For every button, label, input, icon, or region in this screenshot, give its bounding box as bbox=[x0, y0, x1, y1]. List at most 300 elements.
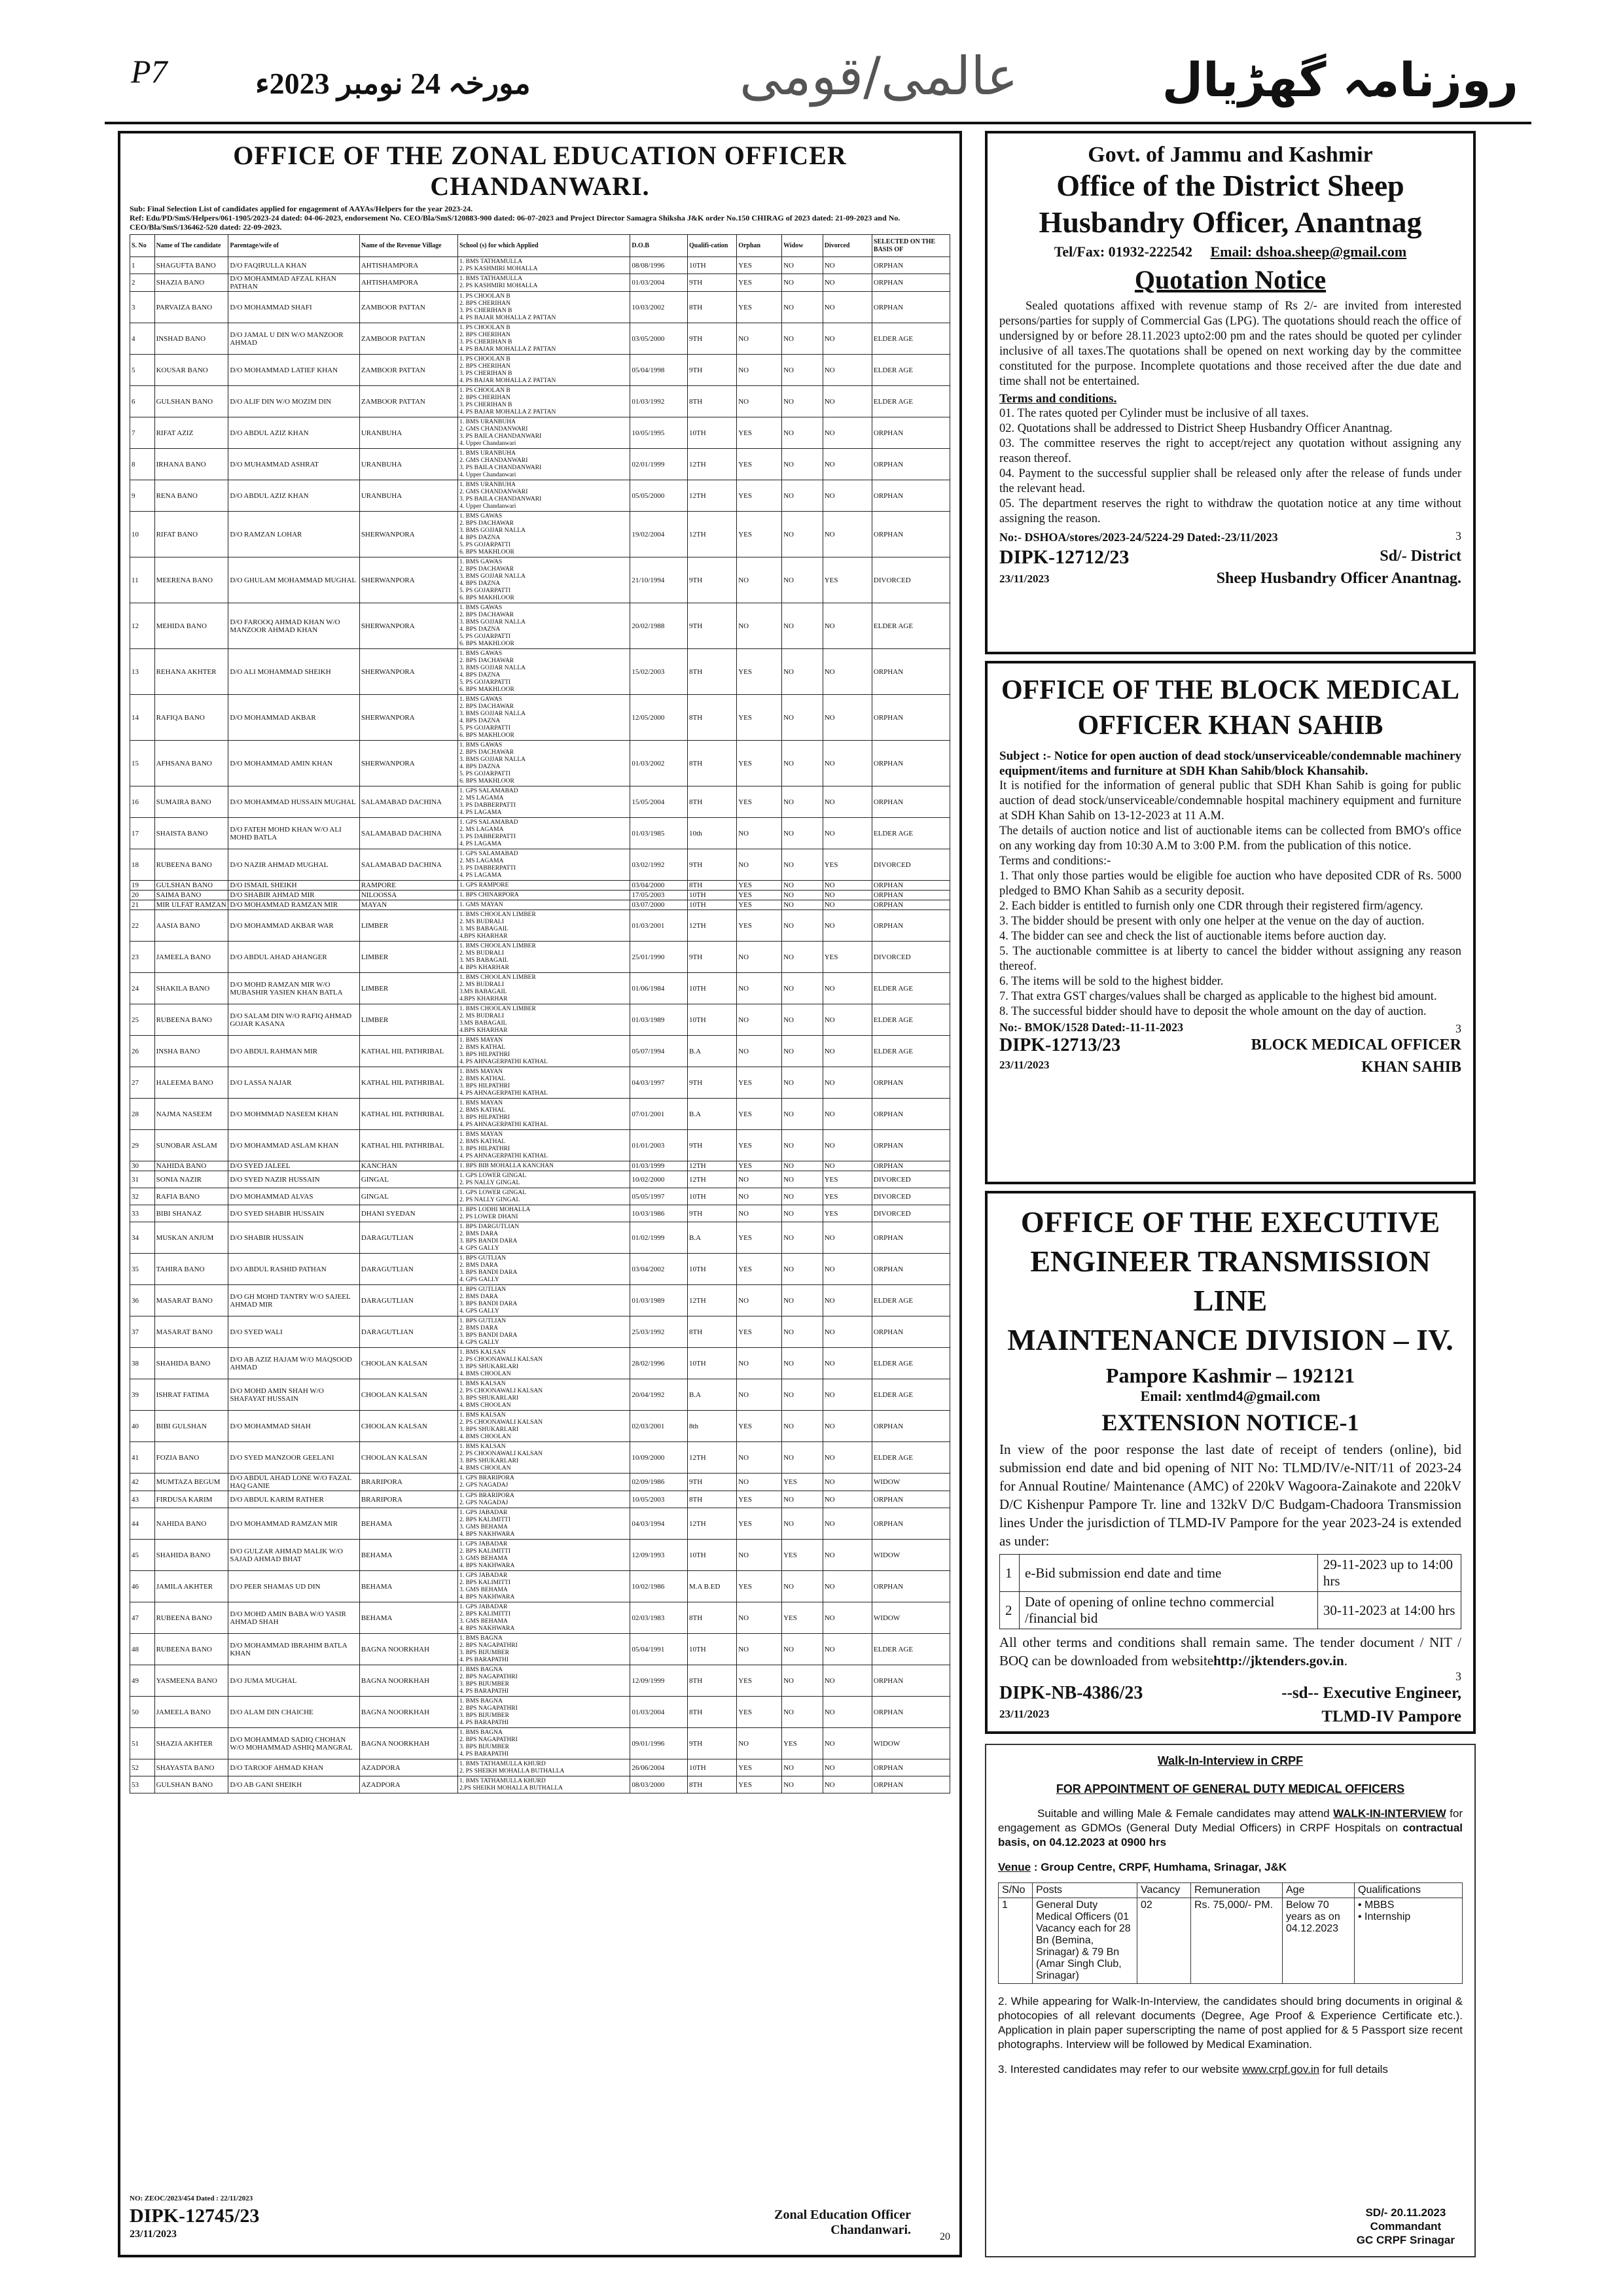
table-cell: NO bbox=[823, 1728, 872, 1759]
page-number: P7 bbox=[131, 53, 168, 90]
table-cell: 1. BMS BAGNA 2. BPS NAGAPATHRI 3. BPS BIJUMBER 4. PS BARAPATHI bbox=[458, 1634, 630, 1665]
crpf-intro-text: Suitable and willing Male & Female candidates may attend bbox=[1037, 1807, 1334, 1820]
column-header: Widow bbox=[782, 235, 823, 257]
table-row bbox=[130, 1067, 950, 1099]
table-cell: NO bbox=[823, 274, 872, 292]
header-section: عالمی/قومی bbox=[740, 46, 1018, 107]
table-cell: CHOOLAN KALSAN bbox=[359, 1379, 457, 1411]
table-cell: 1. PS CHOOLAN B 2. BPS CHERIHAN 3. PS CHERIHAN B 4. PS BAJAR MOHALLA Z PATTAN bbox=[458, 323, 630, 355]
table-cell: 10TH bbox=[688, 1004, 737, 1036]
table-cell: ORPHAN bbox=[872, 1254, 950, 1285]
table-cell: YES bbox=[737, 910, 782, 942]
table-cell: D/O FAQIRULLA KHAN bbox=[228, 257, 359, 274]
table-row bbox=[130, 1665, 950, 1697]
table-cell: NO bbox=[782, 891, 823, 900]
table-cell: YES bbox=[737, 292, 782, 323]
table-cell: GINGAL bbox=[359, 1171, 457, 1188]
table-cell: 26 bbox=[130, 1036, 155, 1067]
table-cell: MUSKAN ANJUM bbox=[154, 1222, 228, 1254]
table-cell: DARAGUTLIAN bbox=[359, 1254, 457, 1285]
table-cell: ORPHAN bbox=[872, 1776, 950, 1793]
table-row bbox=[130, 1540, 950, 1571]
bmo-term: 2. Each bidder is entitled to furnish only one CDR through their registered firm/agency. bbox=[999, 900, 1423, 913]
table-cell: RIFAT BANO bbox=[154, 512, 228, 557]
table-cell: 1. BMS MAYAN 2. BMS KATHAL 3. BPS HILPATHRI 4. PS AHNAGERPATHI KATHAL bbox=[458, 1130, 630, 1161]
table-cell: ELDER AGE bbox=[872, 603, 950, 649]
table-cell: NO bbox=[823, 1004, 872, 1036]
table-cell: D/O SHABIR AHMAD MIR bbox=[228, 891, 359, 900]
zonal-signatory bbox=[774, 2208, 911, 2238]
table-cell: 25/03/1992 bbox=[630, 1316, 688, 1348]
table-cell: NO bbox=[782, 1067, 823, 1099]
crpf-col-header: Vacancy bbox=[1137, 1883, 1191, 1898]
table-cell: ELDER AGE bbox=[872, 1036, 950, 1067]
table-row bbox=[130, 1161, 950, 1171]
table-cell: NO bbox=[823, 1442, 872, 1474]
table-cell: NO bbox=[782, 1379, 823, 1411]
table-cell: URANBUHA bbox=[359, 449, 457, 480]
table-cell: 1. BMS KALSAN 2. PS CHOONAWALI KALSAN 3. BPS SHUKARLARI 4. BMS CHOOLAN bbox=[458, 1348, 630, 1379]
table-cell: 1. BMS URANBUHA 2. GMS CHANDANWARI 3. PS BAILA CHANDANWARI 4. Upper Chandanwari bbox=[458, 417, 630, 449]
bmo-term: 1. That only those parties would be eligible foe auction who have deposited CDR of Rs. 5000 pledged to BMO Khan Sahib as a security deposit. bbox=[999, 870, 1461, 898]
table-cell: 12/09/1999 bbox=[630, 1665, 688, 1697]
table-cell: 9TH bbox=[688, 274, 737, 292]
table-cell: 11 bbox=[130, 557, 155, 603]
table-cell: REHANA AKHTER bbox=[154, 649, 228, 695]
table-cell: NO bbox=[782, 849, 823, 881]
bmo-title-line1: OFFICE OF THE BLOCK MEDICAL bbox=[1001, 675, 1460, 705]
table-cell: B.A bbox=[688, 1222, 737, 1254]
table-cell: 8TH bbox=[688, 649, 737, 695]
table-row bbox=[130, 449, 950, 480]
table-cell: 10TH bbox=[688, 1540, 737, 1571]
table-cell: NO bbox=[737, 1474, 782, 1491]
table-cell: SHAYASTA BANO bbox=[154, 1759, 228, 1776]
table-cell: 25/01/1990 bbox=[630, 942, 688, 973]
table-cell: 7 bbox=[130, 417, 155, 449]
table-cell: D/O GHULAM MOHAMMAD MUGHAL bbox=[228, 557, 359, 603]
table-cell: 1. BMS MAYAN 2. BMS KATHAL 3. BPS HILPATHRI 4. PS AHNAGERPATHI KATHAL bbox=[458, 1099, 630, 1130]
table-cell: 19/02/2004 bbox=[630, 512, 688, 557]
sheep-govt: Govt. of Jammu and Kashmir bbox=[1088, 143, 1373, 167]
table-cell: YES bbox=[737, 741, 782, 786]
zonal-reference: Ref: Edu/PD/SmS/Helpers/061-1905/2023-24 dated: 04-06-2023, endorsement No. CEO/Bla/SmS/120883-900 dated: 06-07-2023 and Project Director Samagra Shiksha J&K order No.150 CHIRAG of 2023 dated: 21-09-2023 and No. CEO/Bla/SmS/136462-520 dated: 22-09-2023. bbox=[130, 213, 901, 232]
table-cell: NO bbox=[782, 1222, 823, 1254]
table-cell: D/O SYED NAZIR HUSSAIN bbox=[228, 1171, 359, 1188]
table-cell: NO bbox=[737, 942, 782, 973]
table-cell: 1. BMS KALSAN 2. PS CHOONAWALI KALSAN 3. BPS SHUKARLARI 4. BMS CHOOLAN bbox=[458, 1411, 630, 1442]
table-cell: D/O PEER SHAMAS UD DIN bbox=[228, 1571, 359, 1602]
table-row bbox=[130, 1036, 950, 1067]
table-cell: D/O MOHAMMAD RAMZAN MIR bbox=[228, 900, 359, 910]
table-cell: NO bbox=[823, 1776, 872, 1793]
table-cell: DHANI SYEDAN bbox=[359, 1205, 457, 1222]
table-cell: 1. BMS BAGNA 2. BPS NAGAPATHRI 3. BPS BIJUMBER 4. PS BARAPATHI bbox=[458, 1665, 630, 1697]
table-cell: 27 bbox=[130, 1067, 155, 1099]
table-cell: KANCHAN bbox=[359, 1161, 457, 1171]
tlmd-tender-link[interactable]: http://jktenders.gov.in bbox=[1213, 1653, 1344, 1669]
table-cell: 01/01/2003 bbox=[630, 1130, 688, 1161]
table-cell: ORPHAN bbox=[872, 292, 950, 323]
table-cell: 1. GPS BRARIPORA 2. GPS NAGADAJ bbox=[458, 1491, 630, 1508]
table-cell: 19 bbox=[130, 881, 155, 891]
table-cell: RUBEENA BANO bbox=[154, 1004, 228, 1036]
table-cell: YES bbox=[737, 274, 782, 292]
bmo-terms-heading: Terms and conditions:- bbox=[999, 855, 1111, 868]
table-cell: NO bbox=[782, 1508, 823, 1540]
table-cell: NO bbox=[782, 649, 823, 695]
table-cell: MIR ULFAT RAMZAN bbox=[154, 900, 228, 910]
table-cell: LIMBER bbox=[359, 1004, 457, 1036]
table-cell: 8TH bbox=[688, 1665, 737, 1697]
sheep-sign-line2: Sheep Husbandry Officer Anantnag. bbox=[1216, 570, 1461, 587]
table-row bbox=[130, 1508, 950, 1540]
table-cell: 03/04/2000 bbox=[630, 881, 688, 891]
table-cell: KOUSAR BANO bbox=[154, 355, 228, 386]
table-cell: 12TH bbox=[688, 1285, 737, 1316]
zonal-footer bbox=[130, 2195, 950, 2247]
tlmd-row-label: Date of opening of online techno commercial /financial bid bbox=[1020, 1592, 1318, 1629]
table-cell: KATHAL HIL PATHRIBAL bbox=[359, 1099, 457, 1130]
table-cell: YES bbox=[782, 1540, 823, 1571]
table-cell: 1. BMS BAGNA 2. BPS NAGAPATHRI 3. BPS BIJUMBER 4. PS BARAPATHI bbox=[458, 1697, 630, 1728]
table-cell: 1. GPS JABADAR 2. BPS KALIMITTI 3. GMS BEHAMA 4. BPS NAKHWARA bbox=[458, 1571, 630, 1602]
table-cell: ELDER AGE bbox=[872, 355, 950, 386]
crpf-website-link[interactable]: www.crpf.gov.in bbox=[1242, 2063, 1320, 2075]
crpf-col-header: Qualifications bbox=[1355, 1883, 1463, 1898]
tlmd-row-value: 30-11-2023 at 14:00 hrs bbox=[1317, 1592, 1461, 1629]
table-cell: 23 bbox=[130, 942, 155, 973]
table-cell: 01/03/1989 bbox=[630, 1285, 688, 1316]
table-cell: YES bbox=[737, 1491, 782, 1508]
crpf-subheading: FOR APPOINTMENT OF GENERAL DUTY MEDICAL OFFICERS bbox=[1056, 1782, 1405, 1795]
table-row bbox=[130, 942, 950, 973]
crpf-col-header: S/No bbox=[999, 1883, 1033, 1898]
crpf-sign-org: GC CRPF Srinagar bbox=[1356, 2234, 1455, 2246]
table-cell: DARAGUTLIAN bbox=[359, 1285, 457, 1316]
table-cell: YES bbox=[823, 1188, 872, 1205]
table-cell: 10TH bbox=[688, 1188, 737, 1205]
table-cell: ELDER AGE bbox=[872, 818, 950, 849]
table-cell: YES bbox=[737, 1316, 782, 1348]
tlmd-title-line1: OFFICE OF THE EXECUTIVE bbox=[1020, 1205, 1440, 1239]
sheep-term: 01. The rates quoted per Cylinder must be inclusive of all taxes. bbox=[999, 407, 1309, 420]
table-cell: 1. BPS BIB MOHALLA KANCHAN bbox=[458, 1161, 630, 1171]
table-cell: NO bbox=[737, 1004, 782, 1036]
table-cell: D/O AB GANI SHEIKH bbox=[228, 1776, 359, 1793]
table-cell: BIBI SHANAZ bbox=[154, 1205, 228, 1222]
bmo-term: 4. The bidder can see and check the list of auctionable items before auction day. bbox=[999, 930, 1387, 943]
table-cell: 20 bbox=[130, 891, 155, 900]
table-cell: SALAMABAD DACHINA bbox=[359, 849, 457, 881]
crpf-intro-date: contractual basis, on 04.12.2023 at 0900 hrs bbox=[998, 1822, 1463, 1848]
table-cell: YES bbox=[737, 649, 782, 695]
table-cell: D/O ABDUL AHAD LONE W/O FAZAL HAQ GANIE bbox=[228, 1474, 359, 1491]
table-cell: DIVORCED bbox=[872, 942, 950, 973]
bmo-term: 8. The successful bidder should have to deposit the whole amount on the day of auction. bbox=[999, 1005, 1427, 1018]
tlmd-location: Pampore Kashmir – 192121 bbox=[1105, 1364, 1355, 1387]
table-cell: 20/04/1992 bbox=[630, 1379, 688, 1411]
table-cell: 1. GPS JABADAR 2. BPS KALIMITTI 3. GMS BEHAMA 4. BPS NAKHWARA bbox=[458, 1508, 630, 1540]
table-cell: BAGNA NOORKHAH bbox=[359, 1728, 457, 1759]
table-cell: D/O GULZAR AHMAD MALIK W/O SAJAD AHMAD BHAT bbox=[228, 1540, 359, 1571]
table-cell: ORPHAN bbox=[872, 695, 950, 741]
table-row bbox=[130, 257, 950, 274]
table-cell: 8TH bbox=[688, 695, 737, 741]
table-cell: 10th bbox=[688, 818, 737, 849]
table-cell: 01/03/1999 bbox=[630, 1161, 688, 1171]
table-cell: D/O FATEH MOHD KHAN W/O ALI MOHD BATLA bbox=[228, 818, 359, 849]
table-cell: 05/05/2000 bbox=[630, 480, 688, 512]
table-cell: NO bbox=[782, 603, 823, 649]
table-cell: 1. BMS TATHAMULLA 2. PS KASHMIRI MOHALLA bbox=[458, 257, 630, 274]
table-cell: BAGNA NOORKHAH bbox=[359, 1665, 457, 1697]
table-cell: 10TH bbox=[688, 257, 737, 274]
table-cell: NO bbox=[782, 942, 823, 973]
table-cell: NO bbox=[823, 1508, 872, 1540]
table-cell: D/O MOHAMMAD LATIEF KHAN bbox=[228, 355, 359, 386]
table-cell: 1. GPS JABADAR 2. BPS KALIMITTI 3. GMS BEHAMA 4. BPS NAKHWARA bbox=[458, 1540, 630, 1571]
table-cell: NO bbox=[823, 257, 872, 274]
crpf-note3 bbox=[998, 2062, 1463, 2077]
table-cell: ELDER AGE bbox=[872, 1379, 950, 1411]
crpf-cell: General Duty Medical Officers (01 Vacancy each for 28 Bn (Bemina, Srinagar) & 79 Bn (Amar Singh Club, Srinagar) bbox=[1033, 1898, 1137, 1984]
table-cell: D/O MOHAMMAD AKBAR WAR bbox=[228, 910, 359, 942]
table-cell: SUMAIRA BANO bbox=[154, 786, 228, 818]
table-cell: 25 bbox=[130, 1004, 155, 1036]
crpf-heading: Walk-In-Interview in CRPF bbox=[1157, 1754, 1304, 1767]
table-cell: DIVORCED bbox=[872, 849, 950, 881]
table-cell: AZADPORA bbox=[359, 1776, 457, 1793]
table-cell: 31 bbox=[130, 1171, 155, 1188]
table-cell: AFHSANA BANO bbox=[154, 741, 228, 786]
crpf-col-header: Remuneration bbox=[1191, 1883, 1283, 1898]
table-cell: AZADPORA bbox=[359, 1759, 457, 1776]
table-cell: 10 bbox=[130, 512, 155, 557]
crpf-note3-end: for full details bbox=[1319, 2063, 1388, 2075]
table-row bbox=[130, 1728, 950, 1759]
table-cell: 1. PS CHOOLAN B 2. BPS CHERIHAN 3. PS CHERIHAN B 4. PS BAJAR MOHALLA Z PATTAN bbox=[458, 386, 630, 417]
table-cell: 1. GPS SALAMABAD 2. MS LAGAMA 3. PS DABBERPATTI 4. PS LAGAMA bbox=[458, 786, 630, 818]
table-cell: ORPHAN bbox=[872, 1099, 950, 1130]
table-cell: NO bbox=[823, 786, 872, 818]
bmo-term: 3. The bidder should be present with only one helper at the venue on the day of auction. bbox=[999, 915, 1425, 928]
table-cell: D/O ALI MOHAMMAD SHEIKH bbox=[228, 649, 359, 695]
column-header: School (s) for which Applied bbox=[458, 235, 630, 257]
table-row bbox=[130, 603, 950, 649]
bmo-sign-line1: BLOCK MEDICAL OFFICER bbox=[1251, 1036, 1461, 1053]
table-cell: NO bbox=[823, 881, 872, 891]
table-row bbox=[130, 741, 950, 786]
table-cell: WIDOW bbox=[872, 1540, 950, 1571]
table-cell: 3 bbox=[130, 292, 155, 323]
table-cell: 29 bbox=[130, 1130, 155, 1161]
table-row bbox=[130, 292, 950, 323]
table-cell: ORPHAN bbox=[872, 649, 950, 695]
table-row bbox=[130, 900, 950, 910]
table-cell: 8TH bbox=[688, 1697, 737, 1728]
table-cell: JAMILA AKHTER bbox=[154, 1571, 228, 1602]
table-cell: TAHIRA BANO bbox=[154, 1254, 228, 1285]
table-cell: D/O ABDUL AHAD AHANGER bbox=[228, 942, 359, 973]
table-cell: NO bbox=[782, 257, 823, 274]
crpf-note3-text: 3. Interested candidates may refer to our website bbox=[998, 2063, 1243, 2075]
table-row bbox=[130, 1491, 950, 1508]
table-cell: 22 bbox=[130, 910, 155, 942]
table-row bbox=[130, 881, 950, 891]
table-row bbox=[130, 695, 950, 741]
table-cell: SHAZIA BANO bbox=[154, 274, 228, 292]
table-cell: 05/04/1991 bbox=[630, 1634, 688, 1665]
table-cell: 41 bbox=[130, 1442, 155, 1474]
page-header bbox=[105, 46, 1531, 124]
table-cell: D/O TAROOF AHMAD KHAN bbox=[228, 1759, 359, 1776]
table-cell: B.A bbox=[688, 1379, 737, 1411]
table-cell: AASIA BANO bbox=[154, 910, 228, 942]
table-cell: GULSHAN BANO bbox=[154, 881, 228, 891]
table-cell: BAGNA NOORKHAH bbox=[359, 1697, 457, 1728]
table-cell: 17/05/2003 bbox=[630, 891, 688, 900]
table-cell: YES bbox=[737, 417, 782, 449]
table-cell: NO bbox=[737, 386, 782, 417]
table-cell: 1. BMS GAWAS 2. BPS DACHAWAR 3. BMS GOJJAR NALLA 4. BPS DAZNA 5. PS GOJARPATTI 6. BPS MAKHLOOR bbox=[458, 695, 630, 741]
table-row bbox=[130, 557, 950, 603]
sheep-contact bbox=[999, 243, 1461, 260]
table-cell: NAHIDA BANO bbox=[154, 1161, 228, 1171]
table-row bbox=[130, 1285, 950, 1316]
table-cell: 1. BMS KALSAN 2. PS CHOONAWALI KALSAN 3. BPS SHUKARLARI 4. BMS CHOOLAN bbox=[458, 1442, 630, 1474]
table-cell: ORPHAN bbox=[872, 1067, 950, 1099]
table-cell: NO bbox=[823, 1099, 872, 1130]
table-cell: 1. BMS TATHAMULLA KHURD 2. PS SHEIKH MOHALLA BUTHALLA bbox=[458, 1759, 630, 1776]
table-cell: D/O MOHAMMAD AFZAL KHAN PATHAN bbox=[228, 274, 359, 292]
table-cell: 01/03/1992 bbox=[630, 386, 688, 417]
tlmd-email[interactable]: Email: xentlmd4@gmail.com bbox=[1140, 1388, 1321, 1404]
table-cell: D/O MOHAMMAD ALVAS bbox=[228, 1188, 359, 1205]
table-cell: IRHANA BANO bbox=[154, 449, 228, 480]
table-cell: NO bbox=[823, 1348, 872, 1379]
table-row bbox=[130, 1634, 950, 1665]
table-cell: NO bbox=[782, 1491, 823, 1508]
table-cell: BEHAMA bbox=[359, 1540, 457, 1571]
table-cell: NO bbox=[737, 323, 782, 355]
table-cell: 10TH bbox=[688, 900, 737, 910]
table-cell: D/O JAMAL U DIN W/O MANZOOR AHMAD bbox=[228, 323, 359, 355]
table-cell: 1. BMS CHOOLAN LIMBER 2. MS BUDRALI 3. MS BABAGAIL 4. BPS KHARHAR bbox=[458, 942, 630, 973]
table-cell: 39 bbox=[130, 1379, 155, 1411]
table-cell: D/O MUHAMMAD ASHRAT bbox=[228, 449, 359, 480]
table-cell: LIMBER bbox=[359, 942, 457, 973]
table-cell: NO bbox=[782, 557, 823, 603]
table-row bbox=[130, 386, 950, 417]
table-cell: NO bbox=[782, 386, 823, 417]
table-cell: 8TH bbox=[688, 1491, 737, 1508]
table-cell: YES bbox=[737, 1130, 782, 1161]
table-cell: NO bbox=[823, 1036, 872, 1067]
table-cell: D/O SALAM DIN W/O RAFIQ AHMAD GOJAR KASANA bbox=[228, 1004, 359, 1036]
table-cell: NO bbox=[737, 1205, 782, 1222]
table-cell: D/O ALIF DIN W/O MOZIM DIN bbox=[228, 386, 359, 417]
zonal-order-no: NO: ZEOC/2023/454 Dated : 22/11/2023 bbox=[130, 2195, 253, 2202]
table-cell: SHAZIA AKHTER bbox=[154, 1728, 228, 1759]
zonal-officer: Zonal Education Officer bbox=[774, 2208, 911, 2222]
crpf-venue-text: : Group Centre, CRPF, Humhama, Srinagar, J&K bbox=[1031, 1861, 1287, 1873]
table-cell: NO bbox=[737, 1348, 782, 1379]
table-cell: 38 bbox=[130, 1348, 155, 1379]
table-cell: 03/02/1992 bbox=[630, 849, 688, 881]
table-cell: 12TH bbox=[688, 1171, 737, 1188]
table-cell: ORPHAN bbox=[872, 1491, 950, 1508]
table-cell: RENA BANO bbox=[154, 480, 228, 512]
table-cell: ORPHAN bbox=[872, 1222, 950, 1254]
table-cell: YES bbox=[782, 1728, 823, 1759]
table-cell: 01/03/2004 bbox=[630, 274, 688, 292]
zonal-page-no: 20 bbox=[940, 2231, 950, 2242]
column-header: Name of the Revenue Village bbox=[359, 235, 457, 257]
table-cell: NO bbox=[823, 649, 872, 695]
table-cell: NO bbox=[737, 1036, 782, 1067]
table-cell: NO bbox=[823, 292, 872, 323]
table-cell: D/O MOHAMMAD HUSSAIN MUGHAL bbox=[228, 786, 359, 818]
table-cell: NO bbox=[737, 1171, 782, 1188]
table-cell: D/O MOHAMMAD SADIQ CHOHAN W/O MOHAMMAD ASHIQ MANGRAL bbox=[228, 1728, 359, 1759]
table-cell: NO bbox=[782, 818, 823, 849]
table-cell: NO bbox=[782, 1099, 823, 1130]
table-cell: 01/03/2002 bbox=[630, 741, 688, 786]
column-header: SELECTED ON THE BASIS OF bbox=[872, 235, 950, 257]
table-cell: 2 bbox=[130, 274, 155, 292]
table-cell: 1. PS CHOOLAN B 2. BPS CHERIHAN 3. PS CHERIHAN B 4. PS BAJAR MOHALLA Z PATTAN bbox=[458, 355, 630, 386]
table-cell: ZAMBOOR PATTAN bbox=[359, 323, 457, 355]
table-cell: 1. BMS CHOOLAN LIMBER 2. MS BUDRALI 3. MS BABAGAIL 4.BPS KHARHAR bbox=[458, 910, 630, 942]
table-cell: 24 bbox=[130, 973, 155, 1004]
table-cell: NO bbox=[823, 695, 872, 741]
table-cell: 1. BMS URANBUHA 2. GMS CHANDANWARI 3. PS BAILA CHANDANWARI 4. Upper Chandanwari bbox=[458, 449, 630, 480]
table-cell: NO bbox=[782, 1442, 823, 1474]
table-cell: D/O MOHAMMAD RAMZAN MIR bbox=[228, 1508, 359, 1540]
table-cell: 9TH bbox=[688, 1728, 737, 1759]
table-cell: 04/03/1997 bbox=[630, 1067, 688, 1099]
tlmd-notice-title: EXTENSION NOTICE-1 bbox=[1101, 1409, 1359, 1436]
table-row bbox=[1000, 1555, 1461, 1592]
table-row bbox=[130, 1205, 950, 1222]
table-cell: 10TH bbox=[688, 1348, 737, 1379]
table-cell: YES bbox=[737, 900, 782, 910]
table-cell: YES bbox=[823, 849, 872, 881]
table-cell: NO bbox=[737, 355, 782, 386]
table-cell: NO bbox=[737, 973, 782, 1004]
table-cell: DIVORCED bbox=[872, 557, 950, 603]
table-cell: 9TH bbox=[688, 1205, 737, 1222]
table-cell: ORPHAN bbox=[872, 900, 950, 910]
table-cell: NO bbox=[737, 557, 782, 603]
table-cell: D/O SYED WALI bbox=[228, 1316, 359, 1348]
table-row bbox=[130, 1171, 950, 1188]
sheep-email[interactable]: Email: dshoa.sheep@gmail.com bbox=[1210, 243, 1407, 260]
table-cell: 35 bbox=[130, 1254, 155, 1285]
table-cell: 12TH bbox=[688, 512, 737, 557]
table-cell: 8TH bbox=[688, 386, 737, 417]
table-cell: NO bbox=[782, 1285, 823, 1316]
table-cell: 01/06/1984 bbox=[630, 973, 688, 1004]
table-cell: 28/02/1996 bbox=[630, 1348, 688, 1379]
table-cell: YES bbox=[823, 1171, 872, 1188]
table-row bbox=[130, 649, 950, 695]
table-cell: 01/03/2001 bbox=[630, 910, 688, 942]
table-cell: NO bbox=[782, 695, 823, 741]
crpf-cell: 1 bbox=[999, 1898, 1033, 1984]
sheep-term: 02. Quotations shall be addressed to District Sheep Husbandry Officer Anantnag. bbox=[999, 422, 1393, 435]
